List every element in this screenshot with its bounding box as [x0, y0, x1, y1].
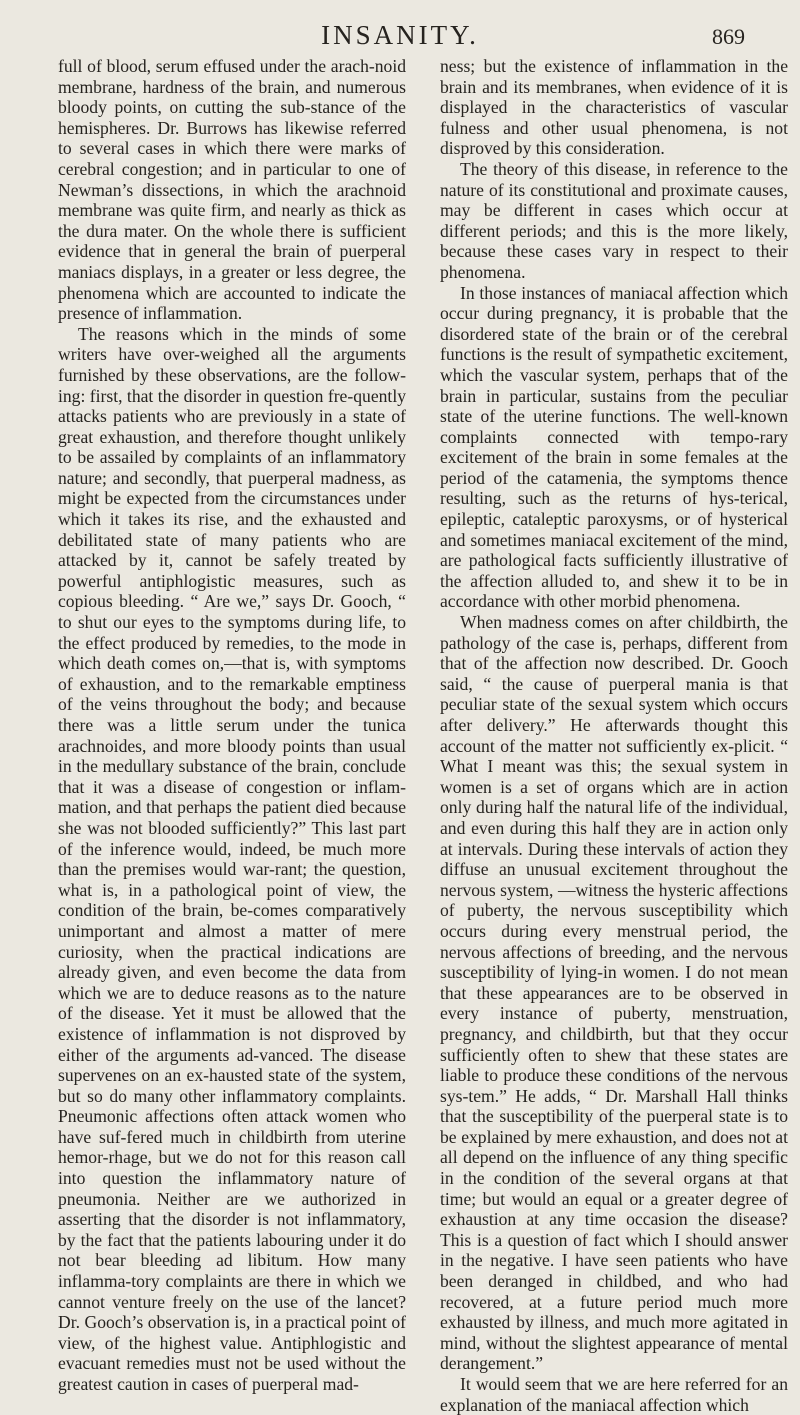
paragraph: In those instances of maniacal affection which occur during pregnancy, it is probable that the disordered state of the brain or of the cerebral functions is the result of sympathetic excitement, which the vascular system, perhaps that of the brain in particular, sustains from the peculiar state of the uterine functions. The well-known complaints connected with tempo-rary excitement of the brain in some females at the period of the catamenia, the symptoms thence resulting, such as the returns of hys-terical, epileptic, cataleptic paroxysms, or of hysterical and sometimes maniacal excitement of the mind, are pathological facts sufficiently illustrative of the affection alluded to, and shew it to be in accordance with other morbid phenomena. [440, 282, 788, 612]
paragraph: full of blood, serum effused under the arach-noid membrane, hardness of the brain, and numerous bloody points, on cutting the sub-stance of the hemispheres. Dr. Burrows has likewise referred to several cases in which there were marks of cerebral congestion; and in particular to one of Newman’s dissections, in which the arachnoid membrane was quite firm, and nearly as thick as the dura mater. On the whole there is sufficient evidence that in general the brain of puerperal maniacs displays, in a greater or less degree, the phenomena which are accounted to indicate the presence of inflammation. [58, 56, 406, 324]
paragraph: It would seem that we are here referred for an explanation of the maniacal affection which [440, 1374, 788, 1415]
paragraph: ness; but the existence of inflammation in the brain and its membranes, when evidence of it is displayed in the characteristics of vascular fulness and other usual phenomena, is not disproved by this consideration. [440, 56, 788, 159]
text-columns [58, 56, 788, 1415]
paragraph: The theory of this disease, in reference to the nature of its constitutional and proximate causes, may be different in cases which occur at different periods; and this is the more likely, because these cases vary in respect to their phenomena. [440, 158, 788, 282]
left-column [58, 56, 406, 1415]
paragraph: The reasons which in the minds of some writers have over-weighed all the arguments furnished by these observations, are the follow-ing: first, that the disorder in question fre-quently attacks patients who are previously in a state of great exhaustion, and therefore thought unlikely to be assailed by complaints of an inflammatory nature; and secondly, that puerperal madness, as might be expected from the circumstances under which it takes its rise, and the exhausted and debilitated state of many patients who are attacked by it, cannot be safely treated by powerful antiphlogistic measures, such as copious bleeding. “ Are we,” says Dr. Gooch, “ to shut our eyes to the symptoms during life, to the effect produced by remedies, to the mode in which death comes on,—that is, with symptoms of exhaustion, and to the remarkable emptiness of the veins throughout the body; and because there was a little serum under the tunica arachnoides, and more bloody points than usual in the medullary substance of the brain, conclude that it was a disease of congestion or inflam-mation, and that perhaps the patient died because she was not blooded sufficiently?” This last part of the inference would, indeed, be much more than the premises would war-rant; the question, what is, in a pathological point of view, the condition of the brain, be-comes comparatively unimportant and almost a matter of mere curiosity, when the practical indications are already given, and even become the data from which we are to deduce reasons as to the nature of the disease. Yet it must be allowed that the existence of inflammation is not disproved by either of the arguments ad-vanced. The disease supervenes on an ex-hausted state of the system, but so do many other inflammatory complaints. Pneumonic affections often attack women who have suf-fered much in childbirth from uterine hemor-rhage, but we do not for this reason call into question the inflammatory nature of pneumonia. Neither are we authorized in asserting that the disorder is not inflammatory, by the fact that the patients labouring under it do not bear bleeding ad libitum. How many inflamma-tory complaints are there in which we cannot venture freely on the use of the lancet? Dr. Gooch’s observation is, in a practical point of view, of the highest value. Antiphlogistic and evacuant remedies must not be used without the greatest caution in cases of puerperal mad- [58, 323, 406, 1394]
paragraph: When madness comes on after childbirth, the pathology of the case is, perhaps, different from that of the affection now described. Dr. Gooch said, “ the cause of puerperal mania is that peculiar state of the sexual system which occurs after delivery.” He afterwards thought this account of the matter not sufficiently ex-plicit. “ What I meant was this; the sexual system in women is a set of organs which are in action only during half the natural life of the individual, and even during this half they are in action only at intervals. During these intervals of action they diffuse an unusual excitement throughout the nervous system, —witness the hysteric affections of puberty, the nervous susceptibility which occurs during every menstrual period, the nervous affections of breeding, and the nervous susceptibility of lying-in women. I do not mean that these appearances are to be observed in every instance of puberty, menstruation, pregnancy, and childbirth, but that they occur sufficiently often to shew that these states are liable to produce these conditions of the nervous sys-tem.” He adds, “ Dr. Marshall Hall thinks that the susceptibility of the puerperal state is to be explained by mere exhaustion, and does not at all depend on the influence of any thing specific in the condition of the several organs at that time; but would an equal or a greater degree of exhaustion at any time occasion the disease? This is a question of fact which I should answer in the negative. I have seen patients who have been deranged in childbed, and who had recovered, at a future period much more exhausted by illness, and much more agitated in mind, without the slightest appearance of mental derangement.” [440, 612, 788, 1374]
running-title: INSANITY. [321, 20, 479, 50]
page-number: 869 [712, 24, 745, 49]
right-column [440, 56, 788, 1415]
running-header [0, 14, 800, 58]
